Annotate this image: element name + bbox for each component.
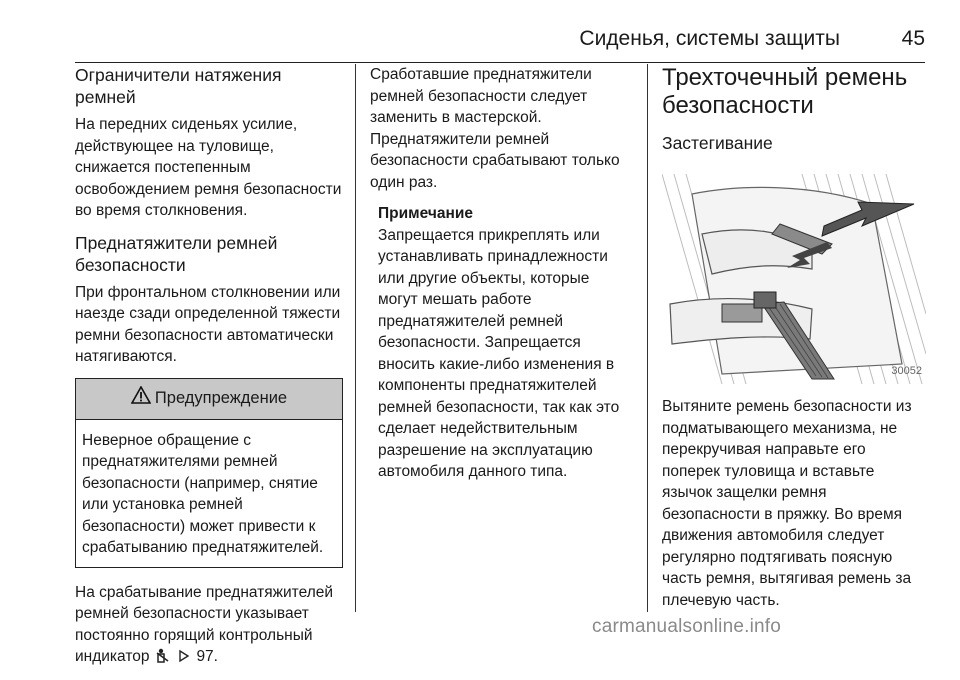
column-2 <box>370 64 632 483</box>
warning-title: Предупреждение <box>154 388 288 407</box>
paragraph: Сработавшие преднатяжители ремней безопасности следует заменить в мастерской. Преднатяжители ремней безопасности срабатывают только один раз. <box>370 66 620 191</box>
column-3 <box>662 64 927 621</box>
section-heading-three-point-belt: Трехточечный ремень безопасности <box>662 64 908 119</box>
seatbelt-fastening-illustration <box>662 164 926 384</box>
column-divider <box>647 64 648 612</box>
paragraph: На передних сиденьях усилие, действующее на туловище, снижается постепенным освобождением ремня безопасности во время столкновения. <box>75 116 342 219</box>
note-block <box>378 203 632 483</box>
paragraph-indicator: На срабатывание преднатяжителей ремней безопасности указывает постоянно горящий контрольный индикатор 97. <box>75 582 343 670</box>
column-divider <box>355 64 356 612</box>
seatbelt-pretensioner-indicator-icon <box>156 648 170 670</box>
page-reference-arrow-icon <box>178 648 190 670</box>
warning-triangle-icon <box>131 386 151 411</box>
paragraph: При фронтальном столкновении или наезде сзади определенной тяжести ремни безопасности автоматически натягиваются. <box>75 283 341 365</box>
subheading-fastening: Застегивание <box>662 133 773 153</box>
warning-header <box>76 379 342 420</box>
warning-text: Неверное обращение с преднатяжителями ремней безопасности (например, снятие или установка ремней безопасности) может привести к срабатыванию преднатяжителей. <box>82 431 324 556</box>
figure-number: 30052 <box>891 364 922 377</box>
paragraph: Вытяните ремень безопасности из подматывающего механизма, не перекручивая направьте его поперек туловища и вставьте язычок защелки ремня безопасности в пряжку. Во время движения автомобиля следует регулярно подтягивать поясную часть ремня, вытягивая ремень за плечевую часть. <box>662 398 912 609</box>
page-number: 45 <box>901 27 925 50</box>
section-heading-belt-limiters: Ограничители натяжения ремней <box>75 65 282 107</box>
column-1 <box>75 64 343 680</box>
page-header <box>75 26 925 63</box>
warning-box <box>75 378 343 568</box>
section-heading-pretensioners: Преднатяжители ремней безопасности <box>75 232 278 275</box>
note-label: Примечание <box>378 205 473 222</box>
note-text: Запрещается прикреплять или устанавливать принадлежности или другие объекты, которые могут мешать работе преднатяжителей ремней безопасности. Запрещается вносить какие-либо изменения в компоненты преднатяжителей ремней безопасности, так как это сделает недействительным разрешение на эксплуатацию автомобиля данного типа. <box>378 226 620 480</box>
watermark: carmanualsonline.info <box>592 616 782 637</box>
header-title: Сиденья, системы защиты <box>579 27 840 50</box>
